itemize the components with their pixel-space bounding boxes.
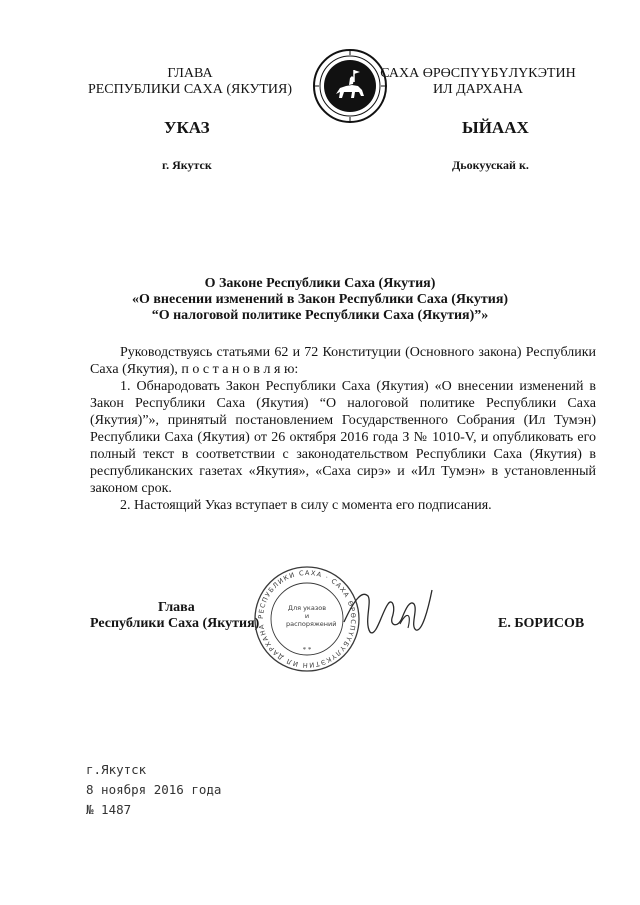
doc-type-right: ЫЙААХ — [462, 118, 529, 137]
handwritten-signature — [340, 582, 440, 642]
signatory-title-line1: Глава — [158, 600, 195, 615]
header-right-line1: САХА ӨРӨСПҮҮБҮЛҮКЭТИН — [380, 66, 576, 81]
city-right: Дьокуускай к. — [452, 158, 529, 172]
seal-center-text: Для указов и распоряжений — [286, 604, 337, 628]
title-line2: «О внесении изменений в Закон Республики Саха (Якутия) — [131, 292, 509, 307]
header-right — [378, 66, 578, 98]
signatory-name: Е. БОРИСОВ — [498, 616, 585, 631]
body-intro: Руководствуясь статьями 62 и 72 Конституции (Основного закона) Республики Саха (Якутия), п о с т а н о в л я ю: — [90, 345, 596, 377]
registration-date: 8 ноября 2016 года — [86, 782, 222, 797]
signatory-title-line2: Республики Саха (Якутия) — [90, 616, 260, 631]
header-left-line2: РЕСПУБЛИКИ САХА (ЯКУТИЯ) — [87, 82, 293, 97]
svg-text:* *: * * — [302, 646, 312, 654]
header-left-line1: ГЛАВА — [167, 66, 213, 81]
body-item-2: 2. Настоящий Указ вступает в силу с момента его подписания. — [120, 498, 492, 513]
registration-block — [86, 760, 221, 820]
city-left: г. Якутск — [162, 158, 212, 172]
header-right-line2: ИЛ ДАРХАНА — [432, 82, 523, 97]
registration-city: г.Якутск — [86, 762, 147, 777]
registration-number: № 1487 — [86, 802, 132, 817]
document-body — [90, 344, 596, 514]
title-line1: О Законе Республики Саха (Якутия) — [204, 276, 436, 291]
body-item-1: 1. Обнародовать Закон Республики Саха (Якутия) «О внесении изменений в Закон Республики Саха (Якутия) “О налоговой политике Республики Саха (Якутия)”», принятый постановлением Государственного Собрания (Ил Тумэн) Республики Саха (Якутия) от 26 октября 2016 года З № 1010-V, и опубликовать его полный текст в соответствии с законодательством Республики Саха (Якутия) в республиканских газетах «Якутия», «Саха сирэ» и «Ил Тумэн» в установленный законом срок. — [90, 379, 596, 496]
coat-of-arms-emblem — [312, 48, 388, 124]
title-line3: “О налоговой политике Республики Саха (Якутия)”» — [151, 308, 489, 323]
header-left — [60, 66, 320, 98]
doc-type-left: УКАЗ — [164, 118, 210, 137]
document-title — [0, 276, 640, 324]
seal-ring-text: РЕСПУБЛИКИ САХА · САХА ӨРӨСПҮҮБҮЛҮКЭТИН ИЛ ДАРХАНА — [256, 568, 358, 670]
